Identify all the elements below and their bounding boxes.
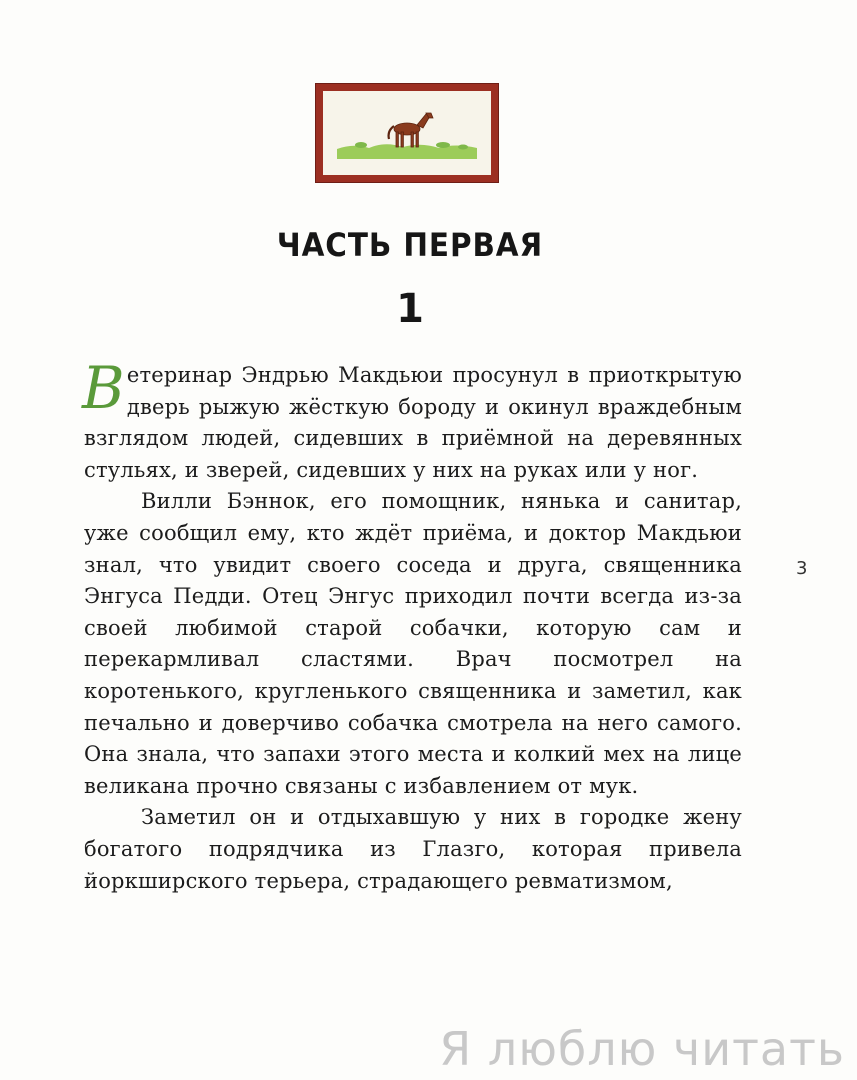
paragraph-1 — [82, 354, 742, 486]
page-number: 3 — [796, 558, 808, 579]
part-title: ЧАСТЬ ПЕРВАЯ — [276, 226, 544, 264]
watermark: Я люблю читать — [439, 1022, 845, 1076]
horse-in-meadow-illustration — [323, 91, 491, 175]
paragraph-1-text: етеринар Эндрью Макдьюи просунул в приоткрытую дверь рыжую жёсткую бороду и окинул враждебным взглядом людей, сидевших в приёмной на деревянных стульях, и зверей, сидевших у них на руках или у ног. — [84, 363, 742, 482]
paragraph-2: Вилли Бэннок, его помощник, нянька и санитар, уже сообщил ему, кто ждёт приёма, и доктор Макдьюи знал, что увидит своего соседа и друга, священника Энгуса Педди. Отец Энгус приходил почти всегда из-за своей любимой старой собачки, которую сам и перекармливал сластями. Врач посмотрел на коротенького, кругленького священника и заметил, как печально и доверчиво собачка смотрела на него самого. Она знала, что запахи этого места и колкий мех на лице великана прочно связаны с избавлением от мук. — [84, 489, 742, 798]
paragraph-3: Заметил он и отдыхавшую у них в городке жену богатого подрядчика из Глазго, которая привела йоркширского терьера, страдающего ревматизмом, — [84, 805, 742, 893]
drop-cap: В — [82, 354, 125, 422]
chapter-text — [82, 354, 742, 897]
chapter-illustration-frame — [316, 84, 498, 182]
chapter-number: 1 — [396, 286, 424, 332]
